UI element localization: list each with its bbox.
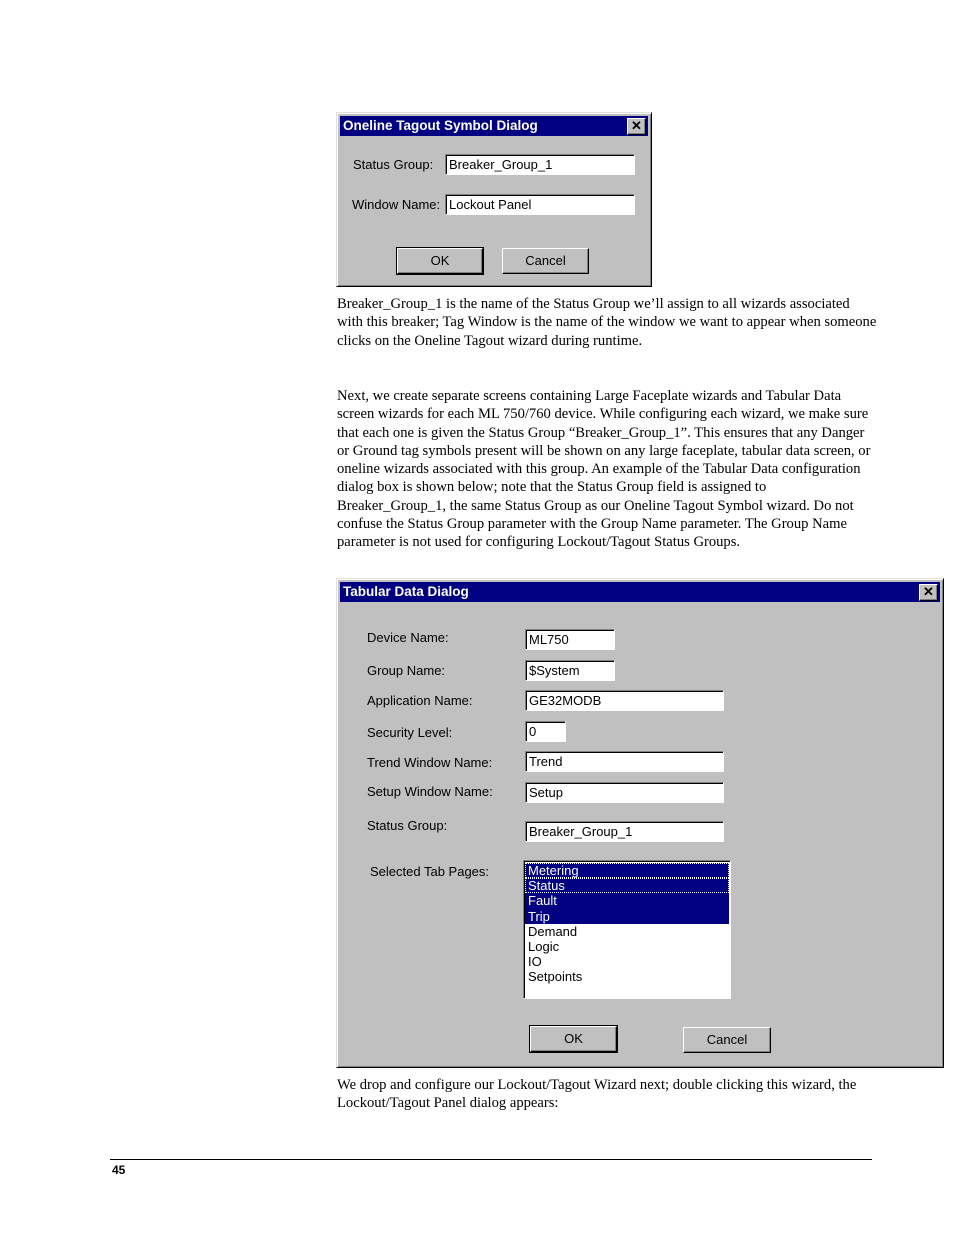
- list-item-setpoints[interactable]: Setpoints: [528, 969, 583, 985]
- page-number: 45: [112, 1163, 126, 1177]
- list-item-demand[interactable]: Demand: [528, 923, 578, 939]
- window-name-input[interactable]: Lockout Panel: [445, 194, 635, 215]
- list-item-logic[interactable]: Logic: [528, 938, 560, 954]
- ok-button[interactable]: OK: [397, 248, 483, 274]
- dialog-title: Tabular Data Dialog: [343, 584, 469, 599]
- paragraph-tabular-data-intro: Next, we create separate screens containing Large Faceplate wizards and Tabular Data screen wizards for each ML 750/760 device. While configuring each wizard, we make sure that each one is given the Status Group “Breaker_Group_1”. This ensures that any Danger or Ground tag symbols present will be shown on any large faceplate, tabular data screen, or oneline wizards associated with this group. An example of the Tabular Data configuration dialog box is shown below; note that the Status Group field is assigned to Breaker_Group_1, the same Status Group as our Oneline Tagout Symbol wizard. Do not confuse the Status Group parameter with the Group Name parameter. The Group Name parameter is not used for configuring Lockout/Tagout Status Groups.: [337, 388, 871, 551]
- status-group-label: Status Group:: [353, 157, 434, 172]
- oneline-tagout-symbol-dialog: [336, 112, 652, 287]
- list-item-trip[interactable]: Trip: [525, 909, 729, 924]
- paragraph-lockout-wizard: We drop and configure our Lockout/Tagout Wizard next; double clicking this wizard, the Lockout/Tagout Panel dialog appears:: [337, 1077, 857, 1112]
- security-level-input[interactable]: 0: [525, 721, 566, 742]
- dialog-title: Oneline Tagout Symbol Dialog: [343, 118, 538, 133]
- status-group-label: Status Group:: [367, 818, 448, 833]
- selected-tab-pages-label: Selected Tab Pages:: [370, 864, 490, 879]
- list-item-io[interactable]: IO: [528, 954, 542, 970]
- application-name-label: Application Name:: [367, 693, 473, 708]
- cancel-button[interactable]: Cancel: [502, 248, 589, 274]
- tabular-data-dialog: [336, 578, 944, 1068]
- list-item-metering[interactable]: Metering: [525, 863, 729, 878]
- ok-button[interactable]: OK: [530, 1026, 617, 1052]
- dialog-titlebar: [340, 582, 940, 602]
- application-name-input[interactable]: GE32MODB: [525, 690, 724, 711]
- cancel-button[interactable]: Cancel: [683, 1027, 771, 1053]
- trend-window-name-input[interactable]: Trend: [525, 751, 724, 772]
- list-item-fault[interactable]: Fault: [525, 893, 729, 908]
- close-icon[interactable]: ✕: [627, 118, 646, 135]
- device-name-input[interactable]: ML750: [525, 629, 615, 650]
- group-name-label: Group Name:: [367, 663, 446, 678]
- setup-window-name-label: Setup Window Name:: [367, 784, 493, 799]
- dialog-titlebar: [340, 116, 648, 136]
- paragraph-status-group-explanation: Breaker_Group_1 is the name of the Status Group we’ll assign to all wizards associated with this breaker; Tag Window is the name of the window we want to appear when someone clicks on the Oneline Tagout wizard during runtime.: [337, 296, 877, 349]
- status-group-input[interactable]: Breaker_Group_1: [525, 821, 724, 842]
- device-name-label: Device Name:: [367, 630, 449, 645]
- group-name-input[interactable]: $System: [525, 660, 615, 681]
- security-level-label: Security Level:: [367, 725, 453, 740]
- list-item-status[interactable]: Status: [525, 878, 729, 893]
- window-name-label: Window Name:: [352, 197, 441, 212]
- status-group-input[interactable]: Breaker_Group_1: [445, 154, 635, 175]
- trend-window-name-label: Trend Window Name:: [367, 755, 493, 770]
- footer-rule: [110, 1159, 872, 1160]
- setup-window-name-input[interactable]: Setup: [525, 782, 724, 803]
- selected-tab-pages-listbox[interactable]: [523, 860, 731, 999]
- close-icon[interactable]: ✕: [919, 584, 938, 601]
